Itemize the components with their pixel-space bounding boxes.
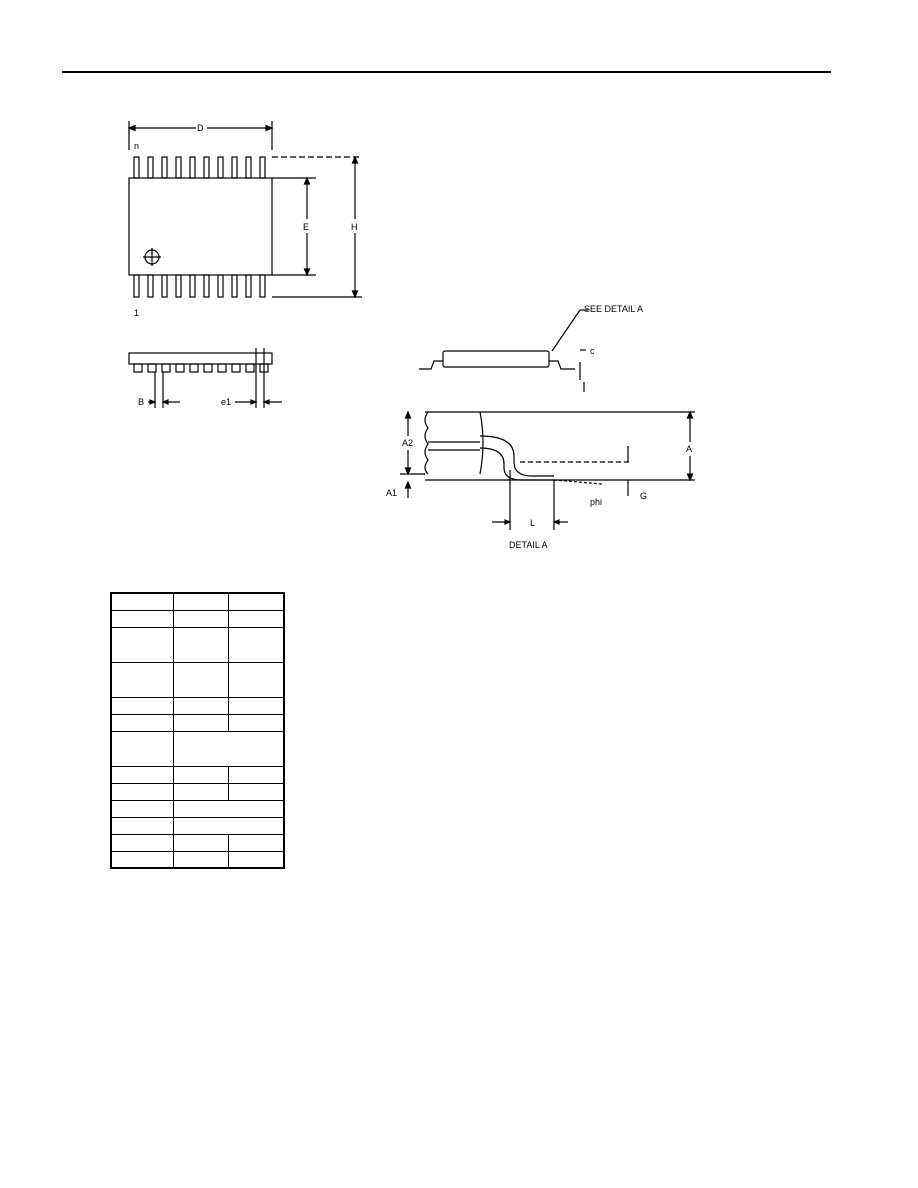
table-cell <box>111 783 174 800</box>
side-view <box>419 310 588 392</box>
bottom-leads <box>134 275 265 297</box>
table-row <box>111 834 284 851</box>
end-view-leads <box>134 364 268 372</box>
table-cell <box>229 593 285 610</box>
label-a: A <box>686 444 693 454</box>
table-cell <box>111 593 174 610</box>
table-cell <box>229 697 285 714</box>
table-cell <box>174 766 229 783</box>
table-row <box>111 714 284 731</box>
table-cell <box>174 731 285 766</box>
label-h: H <box>351 222 358 232</box>
label-b: B <box>138 397 145 407</box>
label-g: G <box>640 491 648 501</box>
lead-lower-edge <box>480 448 554 480</box>
label-a1: A1 <box>386 488 398 498</box>
top-view <box>129 121 362 297</box>
side-view-body <box>443 351 549 367</box>
table-cell <box>229 714 285 731</box>
table-row <box>111 593 284 610</box>
d-arrow-right <box>266 126 272 131</box>
table-cell <box>111 697 174 714</box>
label-c: c <box>590 346 595 356</box>
table-cell <box>111 610 174 627</box>
dimension-table <box>110 592 285 869</box>
table-cell <box>111 662 174 697</box>
label-phi: phi <box>590 497 603 507</box>
table-cell <box>229 662 285 697</box>
table-cell <box>174 697 229 714</box>
table-cell <box>229 834 285 851</box>
table-cell <box>174 627 229 662</box>
label-e1: e1 <box>221 397 232 407</box>
table-cell <box>111 851 174 868</box>
table-cell <box>111 627 174 662</box>
table-cell <box>174 783 229 800</box>
side-lead-left <box>419 361 443 369</box>
table-cell <box>111 766 174 783</box>
label-pin1: 1 <box>134 308 140 318</box>
table-cell <box>229 766 285 783</box>
package-body <box>129 178 272 275</box>
table-cell <box>111 731 174 766</box>
table-row <box>111 662 284 697</box>
body-right-edge <box>480 412 483 474</box>
table-row <box>111 783 284 800</box>
table-cell <box>174 851 229 868</box>
see-detail-leader <box>552 310 580 351</box>
body-parting-line <box>428 442 480 450</box>
label-detail-a: DETAIL A <box>509 540 548 550</box>
lead-upper-edge <box>480 436 554 476</box>
table-cell <box>174 662 229 697</box>
table-cell <box>111 834 174 851</box>
table-row <box>111 697 284 714</box>
label-l: L <box>530 518 536 528</box>
label-e: E <box>303 222 310 232</box>
table-row <box>111 851 284 868</box>
end-view <box>129 348 282 408</box>
detail-a <box>400 412 695 530</box>
table-row <box>111 627 284 662</box>
label-a2: A2 <box>402 438 414 448</box>
table-cell <box>174 817 285 834</box>
table-cell <box>229 610 285 627</box>
label-d: D <box>197 123 204 133</box>
table-row <box>111 731 284 766</box>
top-leads <box>134 157 265 178</box>
table-cell <box>229 627 285 662</box>
table-cell <box>111 800 174 817</box>
table-cell <box>111 714 174 731</box>
dimension-table-body <box>111 593 284 868</box>
side-lead-right <box>549 361 575 369</box>
table-cell <box>174 800 285 817</box>
d-arrow-left <box>129 126 135 131</box>
table-row <box>111 610 284 627</box>
label-n: n <box>134 141 140 151</box>
table-row <box>111 800 284 817</box>
table-cell <box>111 817 174 834</box>
table-cell <box>174 593 229 610</box>
table-row <box>111 766 284 783</box>
table-cell <box>174 714 229 731</box>
table-cell <box>229 851 285 868</box>
table-row <box>111 817 284 834</box>
table-cell <box>229 783 285 800</box>
table-cell <box>174 834 229 851</box>
end-view-body <box>129 353 272 364</box>
label-see-detail: SEE DETAIL A <box>584 304 644 314</box>
body-break-left <box>425 412 428 474</box>
table-cell <box>174 610 229 627</box>
